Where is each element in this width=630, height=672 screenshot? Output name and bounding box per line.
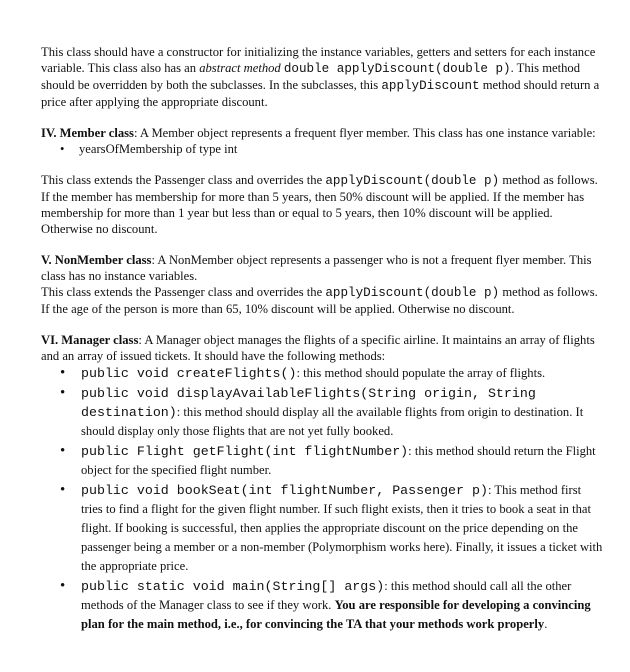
- document-page: [41, 44, 603, 635]
- intro-text: This class should have a constructor for initializing the instance variables, getters and setters for each instance variable. This class also has an: [41, 45, 596, 75]
- member-class-heading: IV. Member class: [41, 126, 134, 140]
- method-signature: public void bookSeat(int flightNumber, Passenger p): [81, 483, 488, 498]
- list-item: • public static void main(String[] args): this method should call all the other methods of the Manager class to see if they work. You are responsible for developing a convincing plan for the main method, i.e., for convincing the TA that your methods work properly.: [41, 577, 603, 634]
- nonmember-class-heading: V. NonMember class: [41, 253, 152, 267]
- manager-methods-list: [41, 364, 603, 634]
- nonmember-extends-paragraph: This class extends the Passenger class and overrides the applyDiscount(double p) method as follows. If the age of the person is more than 65, 10% discount will be applied. Otherwise no discount.: [41, 285, 598, 316]
- intro-paragraph: This class should have a constructor for initializing the instance variables, getters and setters for each instance variable. This class also has an abstract method double applyDiscount(double p). This method should be overridden by both the subclasses. In the subclasses, this applyDiscount method should return a price after applying the appropriate discount.: [41, 45, 600, 109]
- list-item: • public void bookSeat(int flightNumber, Passenger p): This method first tries to find a flight for the given flight number. If such flight exists, then it tries to book a seat in that flight. If booking is successful, then applies the appropriate discount on the price depending on the passenger being a member or a non-member (Polymorphism works here). Finally, it issues a ticket with the appropriate price.: [41, 481, 603, 576]
- manager-class-paragraph: VI. Manager class: A Manager object manages the flights of a specific airline. It maintains an array of flights and an array of issued tickets. It should have the following methods:: [41, 333, 595, 363]
- list-item: • yearsOfMembership of type int: [41, 141, 603, 157]
- list-item: • public void displayAvailableFlights(String origin, String destination): this method should display all the available flights from origin to destination. It should display only those flights that are not yet fully booked.: [41, 384, 603, 441]
- abstract-method-term: abstract method: [199, 61, 281, 75]
- method-signature: public void displayAvailableFlights(String origin, String destination): [81, 386, 536, 420]
- apply-discount-signature: double applyDiscount(double p): [283, 62, 511, 76]
- member-extends-paragraph: This class extends the Passenger class and overrides the applyDiscount(double p) method as follows. If the member has membership for more than 5 years, then 50% discount will be applied. If the member has membership for more than 1 year but less than or equal to 5 years, then 10% discount will be applied. Otherwise no discount.: [41, 173, 598, 236]
- member-apply-discount-code: applyDiscount(double p): [325, 174, 500, 188]
- method-signature: public static void main(String[] args): [81, 579, 385, 594]
- manager-class-heading: VI. Manager class: [41, 333, 139, 347]
- apply-discount-name: applyDiscount: [381, 79, 480, 93]
- method-signature: public Flight getFlight(int flightNumber): [81, 444, 409, 459]
- main-method-emphasis: You are responsible for developing a convincing plan for the main method, i.e., for convincing the TA that your methods work properly: [81, 598, 591, 631]
- list-item: • public void createFlights(): this method should populate the array of flights.: [41, 364, 603, 383]
- member-variables-list: [41, 141, 603, 157]
- nonmember-class-paragraph: V. NonMember class: A NonMember object represents a passenger who is not a frequent flyer member. This class has no instance variables.: [41, 253, 592, 283]
- member-class-paragraph: IV. Member class: A Member object represents a frequent flyer member. This class has one instance variable:: [41, 126, 596, 140]
- list-item: • public Flight getFlight(int flightNumber): this method should return the Flight object for the specified flight number.: [41, 442, 603, 480]
- nonmember-apply-discount-code: applyDiscount(double p): [325, 286, 500, 300]
- method-signature: public void createFlights(): [81, 366, 297, 381]
